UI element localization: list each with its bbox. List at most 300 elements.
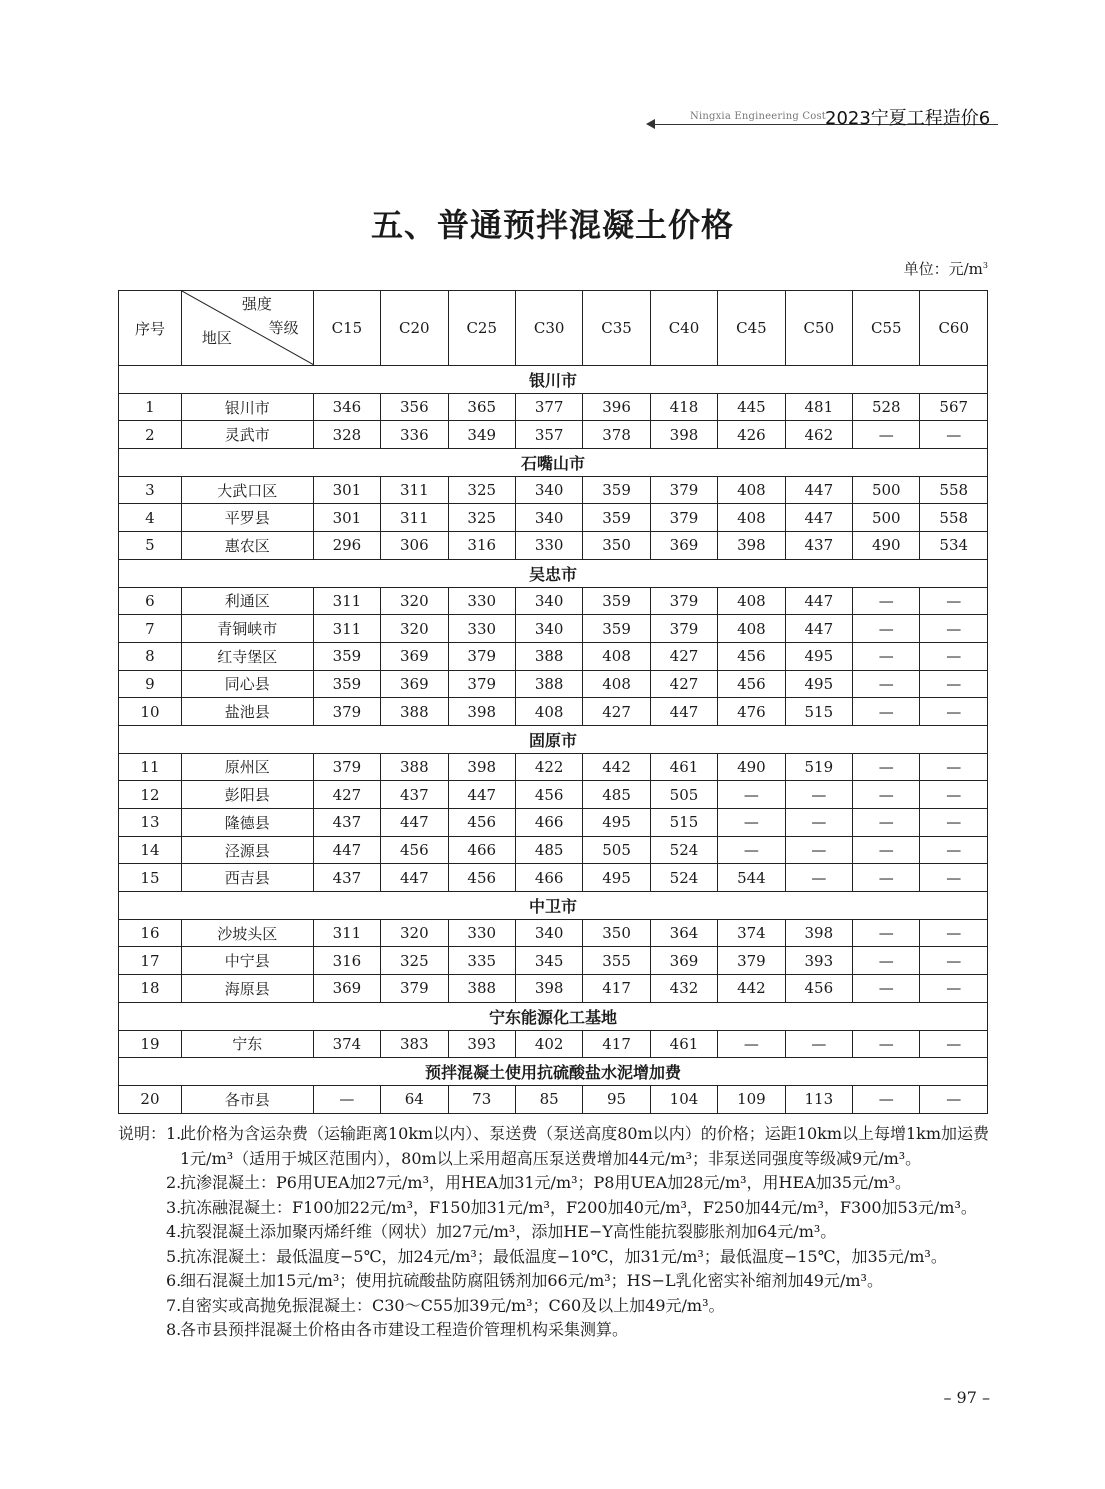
price-cell: — xyxy=(718,809,785,837)
price-cell: 567 xyxy=(920,393,988,421)
section-header-row xyxy=(119,449,988,477)
price-cell: — xyxy=(920,809,988,837)
section-header-row xyxy=(119,892,988,920)
price-cell: — xyxy=(853,864,920,892)
price-cell: 437 xyxy=(313,864,380,892)
price-cell: — xyxy=(920,421,988,449)
row-region: 泾源县 xyxy=(181,836,313,864)
price-cell: 296 xyxy=(313,532,380,560)
price-cell: 388 xyxy=(515,670,582,698)
price-cell: 490 xyxy=(718,753,785,781)
row-index: 2 xyxy=(119,421,182,449)
price-cell: 417 xyxy=(583,1030,650,1058)
row-index: 9 xyxy=(119,670,182,698)
price-cell: — xyxy=(920,642,988,670)
price-cell: — xyxy=(718,836,785,864)
page-number: – 97 – xyxy=(943,1388,990,1407)
table-row xyxy=(119,809,988,837)
price-cell: 349 xyxy=(448,421,515,449)
price-cell: 95 xyxy=(583,1085,650,1113)
row-region: 隆德县 xyxy=(181,809,313,837)
price-cell: — xyxy=(853,1085,920,1113)
price-cell: 495 xyxy=(583,864,650,892)
price-cell: 408 xyxy=(718,615,785,643)
price-cell: 359 xyxy=(583,587,650,615)
column-header-index: 序号 xyxy=(119,291,182,366)
column-header-grade: C55 xyxy=(853,291,920,366)
price-cell: 466 xyxy=(515,809,582,837)
price-cell: 495 xyxy=(785,642,852,670)
price-cell: 340 xyxy=(515,504,582,532)
price-cell: 558 xyxy=(920,504,988,532)
unit-text: 单位：元/m xyxy=(903,260,983,278)
row-index: 13 xyxy=(119,809,182,837)
price-cell: 340 xyxy=(515,476,582,504)
price-cell: — xyxy=(920,1085,988,1113)
note-text: 细石混凝土加15元/m³；使用抗硫酸盐防腐阻锈剂加66元/m³；HS−L乳化密实补缩剂加49元/m³。 xyxy=(180,1271,883,1290)
price-cell: 340 xyxy=(515,615,582,643)
price-cell: 113 xyxy=(785,1085,852,1113)
row-region: 青铜峡市 xyxy=(181,615,313,643)
table-row xyxy=(119,393,988,421)
price-cell: 85 xyxy=(515,1085,582,1113)
price-cell: 437 xyxy=(313,809,380,837)
price-cell: — xyxy=(718,1030,785,1058)
note-item xyxy=(118,1294,998,1319)
table-row xyxy=(119,753,988,781)
price-cell: — xyxy=(920,753,988,781)
row-index: 19 xyxy=(119,1030,182,1058)
notes-section xyxy=(118,1122,998,1343)
price-cell: — xyxy=(920,587,988,615)
table-row xyxy=(119,781,988,809)
note-number: 8. xyxy=(166,1320,182,1339)
note-text: 抗冻融混凝土：F100加22元/m³，F150加31元/m³，F200加40元/m³，F250加44元/m³，F300加53元/m³。 xyxy=(180,1197,977,1217)
price-cell: 359 xyxy=(583,504,650,532)
row-index: 10 xyxy=(119,698,182,726)
header-chinese-title: 2023宁夏工程造价6 xyxy=(825,108,991,129)
price-cell: — xyxy=(853,919,920,947)
note-number: 6. xyxy=(166,1271,182,1290)
note-item xyxy=(118,1122,998,1171)
price-cell: 398 xyxy=(785,919,852,947)
price-cell: 374 xyxy=(718,919,785,947)
price-cell: 445 xyxy=(718,393,785,421)
price-cell: 515 xyxy=(785,698,852,726)
row-region: 红寺堡区 xyxy=(181,642,313,670)
table-row xyxy=(119,864,988,892)
price-cell: 461 xyxy=(650,753,717,781)
price-cell: 500 xyxy=(853,476,920,504)
price-cell: 320 xyxy=(381,587,448,615)
price-cell: 369 xyxy=(381,670,448,698)
price-cell: 365 xyxy=(448,393,515,421)
diag-label-region: 地区 xyxy=(201,329,232,347)
price-cell: — xyxy=(853,975,920,1003)
table-row xyxy=(119,421,988,449)
table-row xyxy=(119,476,988,504)
price-cell: 325 xyxy=(448,504,515,532)
note-item xyxy=(118,1171,998,1196)
price-cell: 442 xyxy=(718,975,785,1003)
diagonal-header-cell xyxy=(181,291,313,366)
price-cell: 442 xyxy=(583,753,650,781)
price-cell: 388 xyxy=(381,753,448,781)
section-header-row xyxy=(119,559,988,587)
price-cell: 311 xyxy=(313,587,380,615)
price-cell: 379 xyxy=(313,753,380,781)
price-cell: 104 xyxy=(650,1085,717,1113)
price-cell: 377 xyxy=(515,393,582,421)
unit-label xyxy=(880,258,988,279)
price-cell: 369 xyxy=(313,975,380,1003)
price-cell: 447 xyxy=(381,809,448,837)
price-cell: 320 xyxy=(381,919,448,947)
row-index: 1 xyxy=(119,393,182,421)
column-header-grade: C30 xyxy=(515,291,582,366)
price-cell: 456 xyxy=(515,781,582,809)
row-region: 原州区 xyxy=(181,753,313,781)
section-header-row xyxy=(119,1058,988,1086)
price-cell: 311 xyxy=(313,615,380,643)
price-cell: 505 xyxy=(583,836,650,864)
row-index: 4 xyxy=(119,504,182,532)
price-cell: 408 xyxy=(515,698,582,726)
price-cell: 408 xyxy=(718,476,785,504)
diag-label-strength: 强度 xyxy=(241,295,272,313)
price-cell: 374 xyxy=(313,1030,380,1058)
notes-lead: 说明： xyxy=(118,1124,167,1143)
price-cell: 447 xyxy=(785,615,852,643)
price-cell: 544 xyxy=(718,864,785,892)
price-cell: 378 xyxy=(583,421,650,449)
price-cell: 495 xyxy=(583,809,650,837)
price-cell: 345 xyxy=(515,947,582,975)
price-cell: — xyxy=(920,836,988,864)
table-row xyxy=(119,1030,988,1058)
price-cell: 325 xyxy=(381,947,448,975)
price-cell: 359 xyxy=(583,615,650,643)
price-cell: — xyxy=(920,670,988,698)
column-header-grade: C40 xyxy=(650,291,717,366)
price-cell: 369 xyxy=(381,642,448,670)
price-cell: 528 xyxy=(853,393,920,421)
price-cell: 447 xyxy=(650,698,717,726)
price-cell: 396 xyxy=(583,393,650,421)
table-row xyxy=(119,919,988,947)
price-cell: 427 xyxy=(650,670,717,698)
price-cell: 456 xyxy=(448,809,515,837)
price-cell: 330 xyxy=(515,532,582,560)
price-cell: — xyxy=(853,642,920,670)
row-region: 彭阳县 xyxy=(181,781,313,809)
price-cell: 311 xyxy=(381,504,448,532)
note-number: 5. xyxy=(166,1246,182,1266)
price-cell: 490 xyxy=(853,532,920,560)
price-cell: 466 xyxy=(515,864,582,892)
arrow-left-icon xyxy=(646,119,655,129)
note-text: 抗冻混凝土：最低温度−5℃，加24元/m³；最低温度−10℃，加31元/m³；最低温度−15℃，加35元/m³。 xyxy=(180,1246,947,1266)
price-cell: 417 xyxy=(583,975,650,1003)
price-cell: 320 xyxy=(381,615,448,643)
price-cell: 379 xyxy=(381,975,448,1003)
note-number: 7. xyxy=(166,1295,182,1315)
page-title: 五、普通预拌混凝土价格 xyxy=(370,206,734,244)
price-cell: 340 xyxy=(515,587,582,615)
price-cell: 64 xyxy=(381,1085,448,1113)
table-row xyxy=(119,1085,988,1113)
price-cell: 432 xyxy=(650,975,717,1003)
note-number: 4. xyxy=(166,1222,182,1241)
row-region: 宁东 xyxy=(181,1030,313,1058)
section-title: 宁东能源化工基地 xyxy=(119,1002,988,1030)
section-title: 预拌混凝土使用抗硫酸盐水泥增加费 xyxy=(119,1058,988,1086)
price-cell: 398 xyxy=(515,975,582,1003)
note-item xyxy=(118,1318,998,1343)
price-cell: 356 xyxy=(381,393,448,421)
section-header-row xyxy=(119,725,988,753)
price-cell: 437 xyxy=(785,532,852,560)
row-region: 银川市 xyxy=(181,393,313,421)
price-cell: — xyxy=(853,781,920,809)
price-cell: 388 xyxy=(448,975,515,1003)
header-english-title: Ningxia Engineering Cost xyxy=(690,111,827,122)
price-cell: 476 xyxy=(718,698,785,726)
note-number: 2. xyxy=(166,1173,182,1192)
price-cell: 408 xyxy=(718,587,785,615)
price-cell: — xyxy=(785,809,852,837)
price-cell: 355 xyxy=(583,947,650,975)
price-cell: 359 xyxy=(583,476,650,504)
price-cell: 505 xyxy=(650,781,717,809)
row-index: 11 xyxy=(119,753,182,781)
price-cell: 447 xyxy=(785,476,852,504)
price-cell: 456 xyxy=(785,975,852,1003)
price-cell: 500 xyxy=(853,504,920,532)
price-cell: 408 xyxy=(718,504,785,532)
price-cell: 408 xyxy=(583,670,650,698)
section-title: 石嘴山市 xyxy=(119,449,988,477)
price-cell: 311 xyxy=(381,476,448,504)
price-cell: 447 xyxy=(448,781,515,809)
price-cell: 398 xyxy=(448,753,515,781)
price-cell: 388 xyxy=(381,698,448,726)
price-cell: — xyxy=(920,698,988,726)
price-cell: 330 xyxy=(448,587,515,615)
section-title: 固原市 xyxy=(119,725,988,753)
price-cell: 461 xyxy=(650,1030,717,1058)
note-item xyxy=(118,1196,998,1221)
section-title: 吴忠市 xyxy=(119,559,988,587)
column-header-grade: C35 xyxy=(583,291,650,366)
section-title: 银川市 xyxy=(119,366,988,394)
row-index: 15 xyxy=(119,864,182,892)
table-row xyxy=(119,587,988,615)
column-header-grade: C15 xyxy=(313,291,380,366)
price-cell: 73 xyxy=(448,1085,515,1113)
price-cell: — xyxy=(920,781,988,809)
price-cell: 456 xyxy=(718,670,785,698)
row-index: 20 xyxy=(119,1085,182,1113)
price-cell: 408 xyxy=(583,642,650,670)
price-cell: 485 xyxy=(515,836,582,864)
row-region: 惠农区 xyxy=(181,532,313,560)
price-cell: 398 xyxy=(650,421,717,449)
table-row xyxy=(119,615,988,643)
price-cell: 335 xyxy=(448,947,515,975)
note-item xyxy=(118,1269,998,1294)
row-index: 6 xyxy=(119,587,182,615)
price-cell: — xyxy=(920,864,988,892)
note-number: 1. xyxy=(166,1124,182,1143)
row-region: 西吉县 xyxy=(181,864,313,892)
price-cell: 336 xyxy=(381,421,448,449)
price-cell: 427 xyxy=(650,642,717,670)
row-index: 8 xyxy=(119,642,182,670)
price-cell: 379 xyxy=(650,587,717,615)
price-cell: — xyxy=(853,587,920,615)
section-title: 中卫市 xyxy=(119,892,988,920)
row-region: 沙坡头区 xyxy=(181,919,313,947)
price-cell: — xyxy=(785,1030,852,1058)
price-cell: — xyxy=(920,615,988,643)
row-region: 同心县 xyxy=(181,670,313,698)
row-region: 平罗县 xyxy=(181,504,313,532)
price-cell: — xyxy=(313,1085,380,1113)
price-cell: 524 xyxy=(650,864,717,892)
note-text: 此价格为含运杂费（运输距离10km以内）、泵送费（泵送高度80m以内）的价格；运距10km以上每增1km加运费1元/m³（适用于城区范围内），80m以上采用超高压泵送费增加44元/m³；非泵送同强度等级减9元/m³。 xyxy=(180,1124,990,1168)
price-cell: 558 xyxy=(920,476,988,504)
price-cell: 393 xyxy=(448,1030,515,1058)
price-cell: — xyxy=(718,781,785,809)
table-row xyxy=(119,504,988,532)
price-cell: 456 xyxy=(381,836,448,864)
price-cell: 379 xyxy=(650,504,717,532)
price-cell: 485 xyxy=(583,781,650,809)
price-cell: 350 xyxy=(583,919,650,947)
price-cell: — xyxy=(853,615,920,643)
price-cell: — xyxy=(853,947,920,975)
price-cell: 379 xyxy=(650,615,717,643)
price-cell: 301 xyxy=(313,504,380,532)
price-cell: 369 xyxy=(650,947,717,975)
price-cell: 330 xyxy=(448,615,515,643)
price-cell: 456 xyxy=(718,642,785,670)
section-header-row xyxy=(119,366,988,394)
row-index: 12 xyxy=(119,781,182,809)
price-cell: — xyxy=(853,670,920,698)
price-cell: — xyxy=(853,753,920,781)
price-cell: 359 xyxy=(313,642,380,670)
price-cell: 306 xyxy=(381,532,448,560)
unit-superscript: 3 xyxy=(982,261,988,270)
price-cell: — xyxy=(920,947,988,975)
price-cell: 515 xyxy=(650,809,717,837)
row-index: 7 xyxy=(119,615,182,643)
note-number: 3. xyxy=(166,1197,182,1217)
price-cell: — xyxy=(785,864,852,892)
price-cell: 447 xyxy=(313,836,380,864)
table-row xyxy=(119,975,988,1003)
running-header xyxy=(640,106,1000,136)
section-header-row xyxy=(119,1002,988,1030)
note-item xyxy=(118,1220,998,1245)
price-cell: 398 xyxy=(718,532,785,560)
price-cell: 418 xyxy=(650,393,717,421)
price-cell: 388 xyxy=(515,642,582,670)
price-cell: 359 xyxy=(313,670,380,698)
price-cell: 379 xyxy=(448,642,515,670)
price-cell: 301 xyxy=(313,476,380,504)
price-cell: 109 xyxy=(718,1085,785,1113)
price-cell: 481 xyxy=(785,393,852,421)
row-region: 海原县 xyxy=(181,975,313,1003)
price-cell: 383 xyxy=(381,1030,448,1058)
price-cell: 350 xyxy=(583,532,650,560)
price-cell: — xyxy=(920,919,988,947)
column-header-grade: C20 xyxy=(381,291,448,366)
price-cell: 316 xyxy=(448,532,515,560)
row-index: 14 xyxy=(119,836,182,864)
row-region: 大武口区 xyxy=(181,476,313,504)
price-cell: — xyxy=(853,836,920,864)
price-cell: 447 xyxy=(381,864,448,892)
row-region: 盐池县 xyxy=(181,698,313,726)
row-index: 16 xyxy=(119,919,182,947)
note-text: 各市县预拌混凝土价格由各市建设工程造价管理机构采集测算。 xyxy=(180,1320,629,1339)
price-cell: 466 xyxy=(448,836,515,864)
price-cell: — xyxy=(920,975,988,1003)
row-region: 各市县 xyxy=(181,1085,313,1113)
note-item xyxy=(118,1245,998,1270)
note-text: 自密实或高抛免振混凝土：C30～C55加39元/m³；C60及以上加49元/m³。 xyxy=(180,1295,725,1315)
price-cell: 357 xyxy=(515,421,582,449)
price-cell: 456 xyxy=(448,864,515,892)
price-cell: — xyxy=(920,1030,988,1058)
price-cell: — xyxy=(853,1030,920,1058)
row-index: 17 xyxy=(119,947,182,975)
price-cell: 379 xyxy=(313,698,380,726)
price-cell: 340 xyxy=(515,919,582,947)
price-cell: 534 xyxy=(920,532,988,560)
column-header-grade: C60 xyxy=(920,291,988,366)
price-cell: — xyxy=(785,836,852,864)
column-header-grade: C50 xyxy=(785,291,852,366)
price-cell: 437 xyxy=(381,781,448,809)
price-cell: 316 xyxy=(313,947,380,975)
price-cell: — xyxy=(785,781,852,809)
price-cell: 495 xyxy=(785,670,852,698)
table-row xyxy=(119,642,988,670)
price-cell: 524 xyxy=(650,836,717,864)
diag-label-grade: 等级 xyxy=(268,319,299,337)
price-cell: 447 xyxy=(785,504,852,532)
price-cell: 427 xyxy=(583,698,650,726)
table-header-row xyxy=(119,291,988,366)
price-table xyxy=(118,290,988,1114)
column-header-grade: C45 xyxy=(718,291,785,366)
table-row xyxy=(119,698,988,726)
table-row xyxy=(119,836,988,864)
price-cell: 519 xyxy=(785,753,852,781)
price-cell: 422 xyxy=(515,753,582,781)
row-region: 利通区 xyxy=(181,587,313,615)
price-cell: 427 xyxy=(313,781,380,809)
row-index: 5 xyxy=(119,532,182,560)
price-cell: 447 xyxy=(785,587,852,615)
price-cell: 379 xyxy=(718,947,785,975)
row-region: 灵武市 xyxy=(181,421,313,449)
